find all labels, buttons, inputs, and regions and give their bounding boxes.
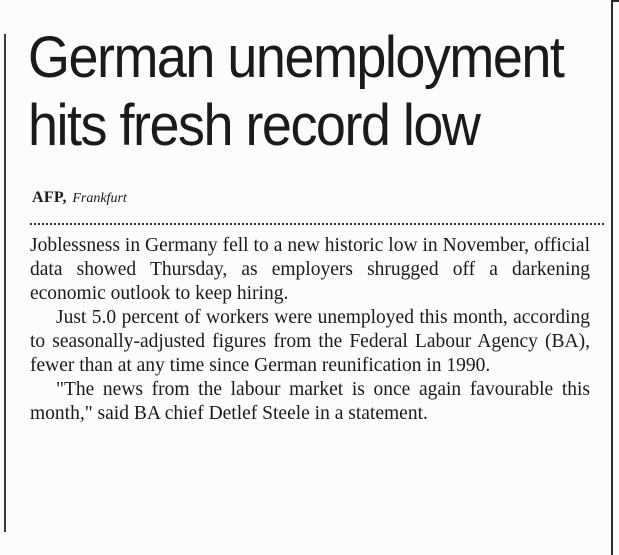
byline-place: Frankfurt: [72, 191, 127, 206]
headline-line-1: German unemployment: [28, 25, 564, 90]
article-body: [30, 234, 590, 426]
byline: [32, 189, 127, 207]
paragraph-2: Just 5.0 percent of workers were unemployed this month, according to seasonally-adjusted figures from the Federal Labour Agency (BA), fewer than at any time since German reunification in 1990.: [30, 307, 590, 376]
column-rule-left: [4, 34, 6, 532]
column-rule-right: [611, 0, 613, 555]
column-rule-top: [611, 0, 619, 2]
dotted-divider: [30, 223, 604, 225]
headline: [28, 24, 567, 160]
byline-agency: AFP,: [32, 189, 67, 206]
paragraph-1: Joblessness in Germany fell to a new historic low in November, official data showed Thursday, as employers shrugged off a darkening economic outlook to keep hiring.: [30, 235, 590, 304]
paragraph-3: "The news from the labour market is once again favourable this month," said BA chief Detlef Steele in a statement.: [30, 379, 590, 424]
headline-line-2: hits fresh record low: [28, 93, 480, 158]
